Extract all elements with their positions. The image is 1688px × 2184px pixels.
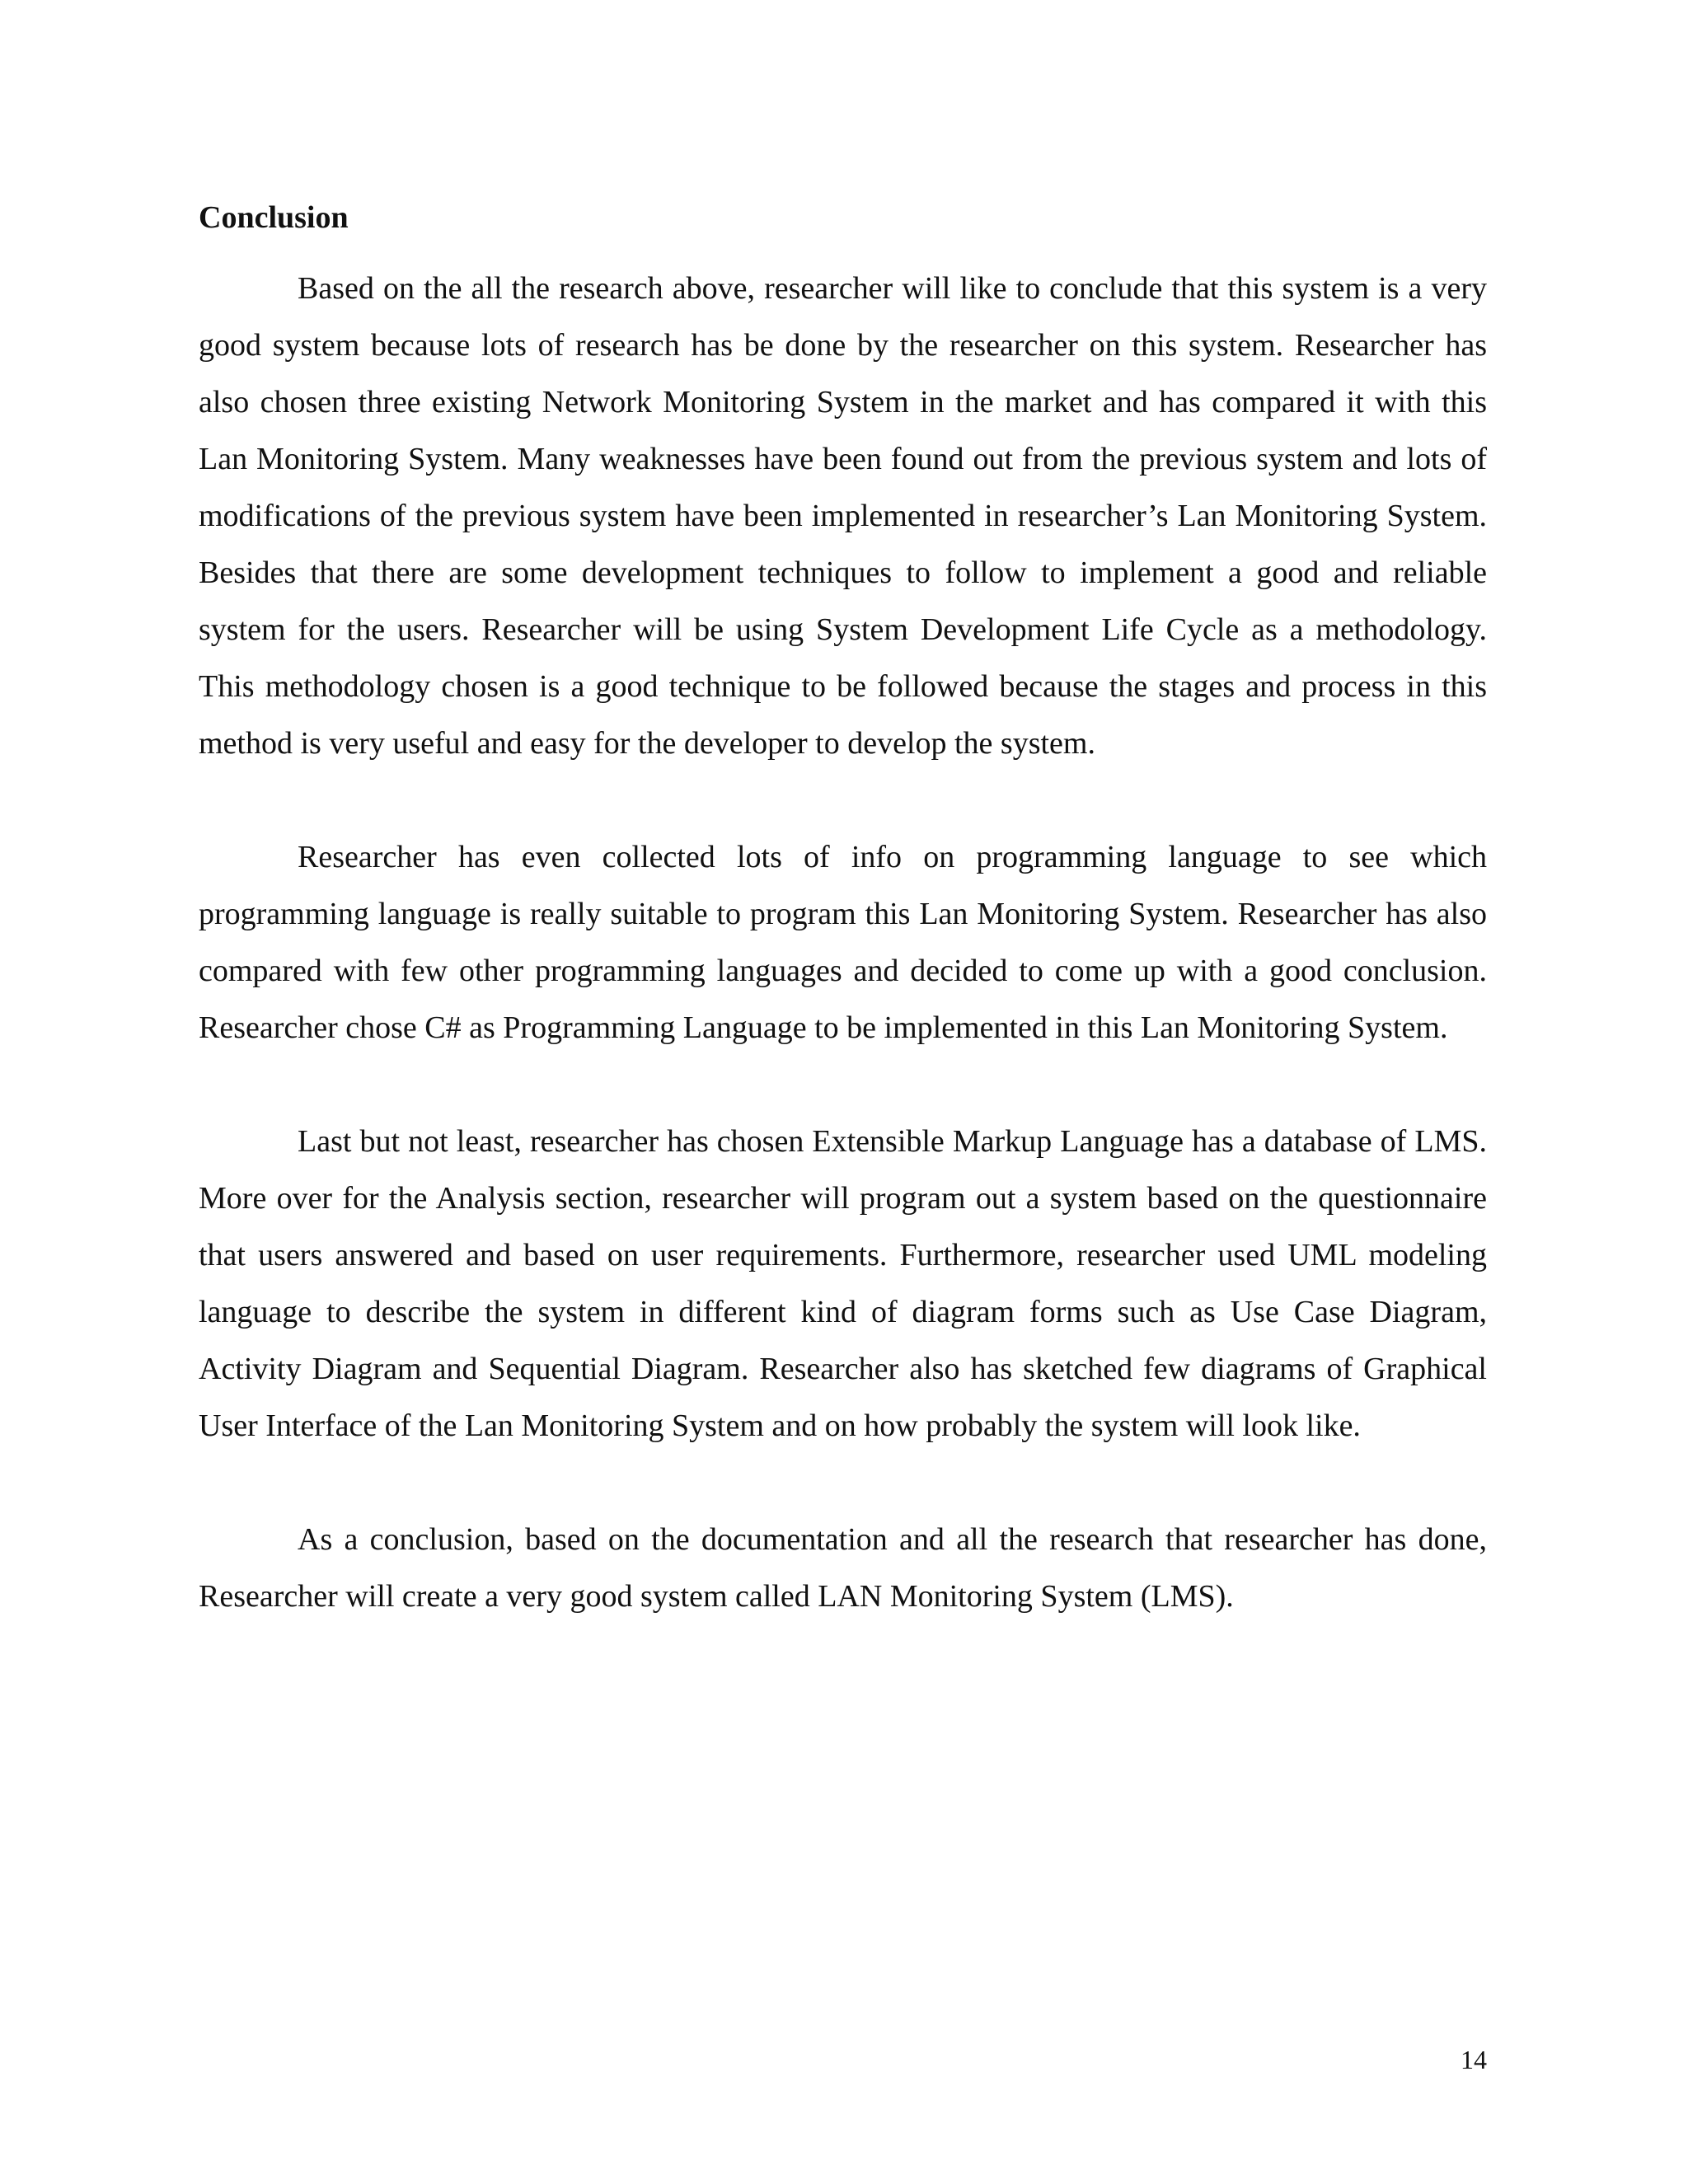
page-number: 14 [1461, 2045, 1487, 2074]
paragraph-4: As a conclusion, based on the documentation and all the research that researcher has done, Researcher will create a very good system called LAN Monitoring System (LMS). [199, 1522, 1487, 1614]
paragraph-3: Last but not least, researcher has chosen Extensible Markup Language has a database of LMS. More over for the Analysis section, researcher will program out a system based on the questionnaire that users answered and based on user requirements. Furthermore, researcher used UML modeling language to describe the system in different kind of diagram forms such as Use Case Diagram, Activity Diagram and Sequential Diagram. Researcher also has sketched few diagrams of Graphical User Interface of the Lan Monitoring System and on how probably the system will look like. [199, 1124, 1487, 1443]
section-heading: Conclusion [199, 200, 349, 235]
paragraph-2: Researcher has even collected lots of info on programming language to see which programming language is really suitable to program this Lan Monitoring System. Researcher has also compared with few other programming languages and decided to come up with a good conclusion. Researcher chose C# as Programming Language to be implemented in this Lan Monitoring System. [199, 840, 1487, 1045]
paragraph-1: Based on the all the research above, researcher will like to conclude that this system is a very good system because lots of research has be done by the researcher on this system. Researcher has also chosen three existing Network Monitoring System in the market and has compared it with this Lan Monitoring System. Many weaknesses have been found out from the previous system and lots of modifications of the previous system have been implemented in researcher’s Lan Monitoring System. Besides that there are some development techniques to follow to implement a good and reliable system for the users. Researcher will be using System Development Life Cycle as a methodology. This methodology chosen is a good technique to be followed because the stages and process in this method is very useful and easy for the developer to develop the system. [199, 271, 1487, 761]
page-content [199, 194, 1487, 1682]
